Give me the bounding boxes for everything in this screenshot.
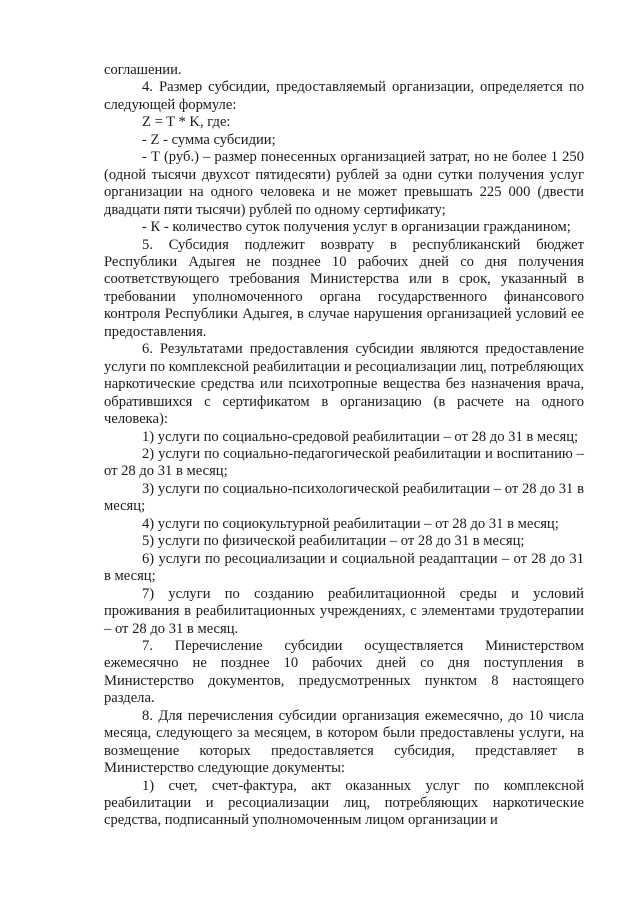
paragraph-item-7: 7. Перечисление субсидии осуществляется Министерством ежемесячно не позднее 10 рабочих дней со дня поступления в Министерство документов, предусмотренных пунктом 8 настоящего раздела.	[104, 637, 584, 707]
list-item-5: 5) услуги по физической реабилитации – от 28 до 31 в месяц;	[142, 533, 525, 550]
paragraph-item-5: 5. Субсидия подлежит возврату в республиканский бюджет Республики Адыгея не позднее 10 рабочих дней со дня получения соответствующего требования Министерства или в срок, указанный в требовании уполномоченного органа государственного финансового контроля Республики Адыгея, в случае нарушения организацией условий ее предоставления.	[104, 236, 584, 340]
list-item-1: 1) услуги по социально-средовой реабилитации – от 28 до 31 в месяц;	[142, 428, 579, 445]
paragraph-continuation: соглашении.	[104, 62, 182, 78]
formula: Z = T * K, где:	[142, 114, 231, 131]
formula-term-z: - Z - сумма субсидии;	[142, 131, 276, 148]
document-list-item-1: 1) счет, счет-фактура, акт оказанных услуг по комплексной реабилитации и ресоциализации лиц, потребляющих наркотические средства, подписанный уполномоченным лицом организации и	[104, 777, 584, 829]
formula-term-k: - К - количество суток получения услуг в организации гражданином;	[142, 219, 571, 236]
document-body	[104, 62, 584, 830]
paragraph-item-4: 4. Размер субсидии, предоставляемый организации, определяется по следующей формуле:	[104, 79, 584, 113]
paragraph-item-8: 8. Для перечисления субсидии организация ежемесячно, до 10 числа месяца, следующего за месяцем, в котором были предоставлены услуги, на возмещение которых предоставляется субсидия, представляет в Министерство следующие документы:	[104, 707, 584, 777]
list-item-4: 4) услуги по социокультурной реабилитации – от 28 до 31 в месяц;	[142, 515, 559, 532]
paragraph-item-6: 6. Результатами предоставления субсидии являются предоставление услуги по комплексной реабилитации и ресоциализации лиц, потребляющих наркотические средства или психотропные вещества без назначения врача, обратившихся с сертификатом в организацию (в расчете на одного человека):	[104, 341, 584, 428]
list-item-3: 3) услуги по социально-психологической реабилитации – от 28 до 31 в месяц;	[104, 480, 584, 515]
list-item-2: 2) услуги по социально-педагогической реабилитации и воспитанию – от 28 до 31 в месяц;	[104, 445, 584, 480]
list-item-7: 7) услуги по созданию реабилитационной среды и условий проживания в реабилитационных учреждениях, с элементами трудотерапии – от 28 до 31 в месяц.	[104, 585, 584, 637]
list-item-6: 6) услуги по ресоциализации и социальной реадаптации – от 28 до 31 в месяц;	[104, 550, 584, 585]
formula-term-t: - Т (руб.) – размер понесенных организацией затрат, но не более 1 250 (одной тысячи двухсот пятидесяти) рублей за одни сутки получения услуг организации на одного человека и не может превышать 225 000 (двести двадцати пяти тысячи) рублей по одному сертификату;	[104, 149, 584, 218]
